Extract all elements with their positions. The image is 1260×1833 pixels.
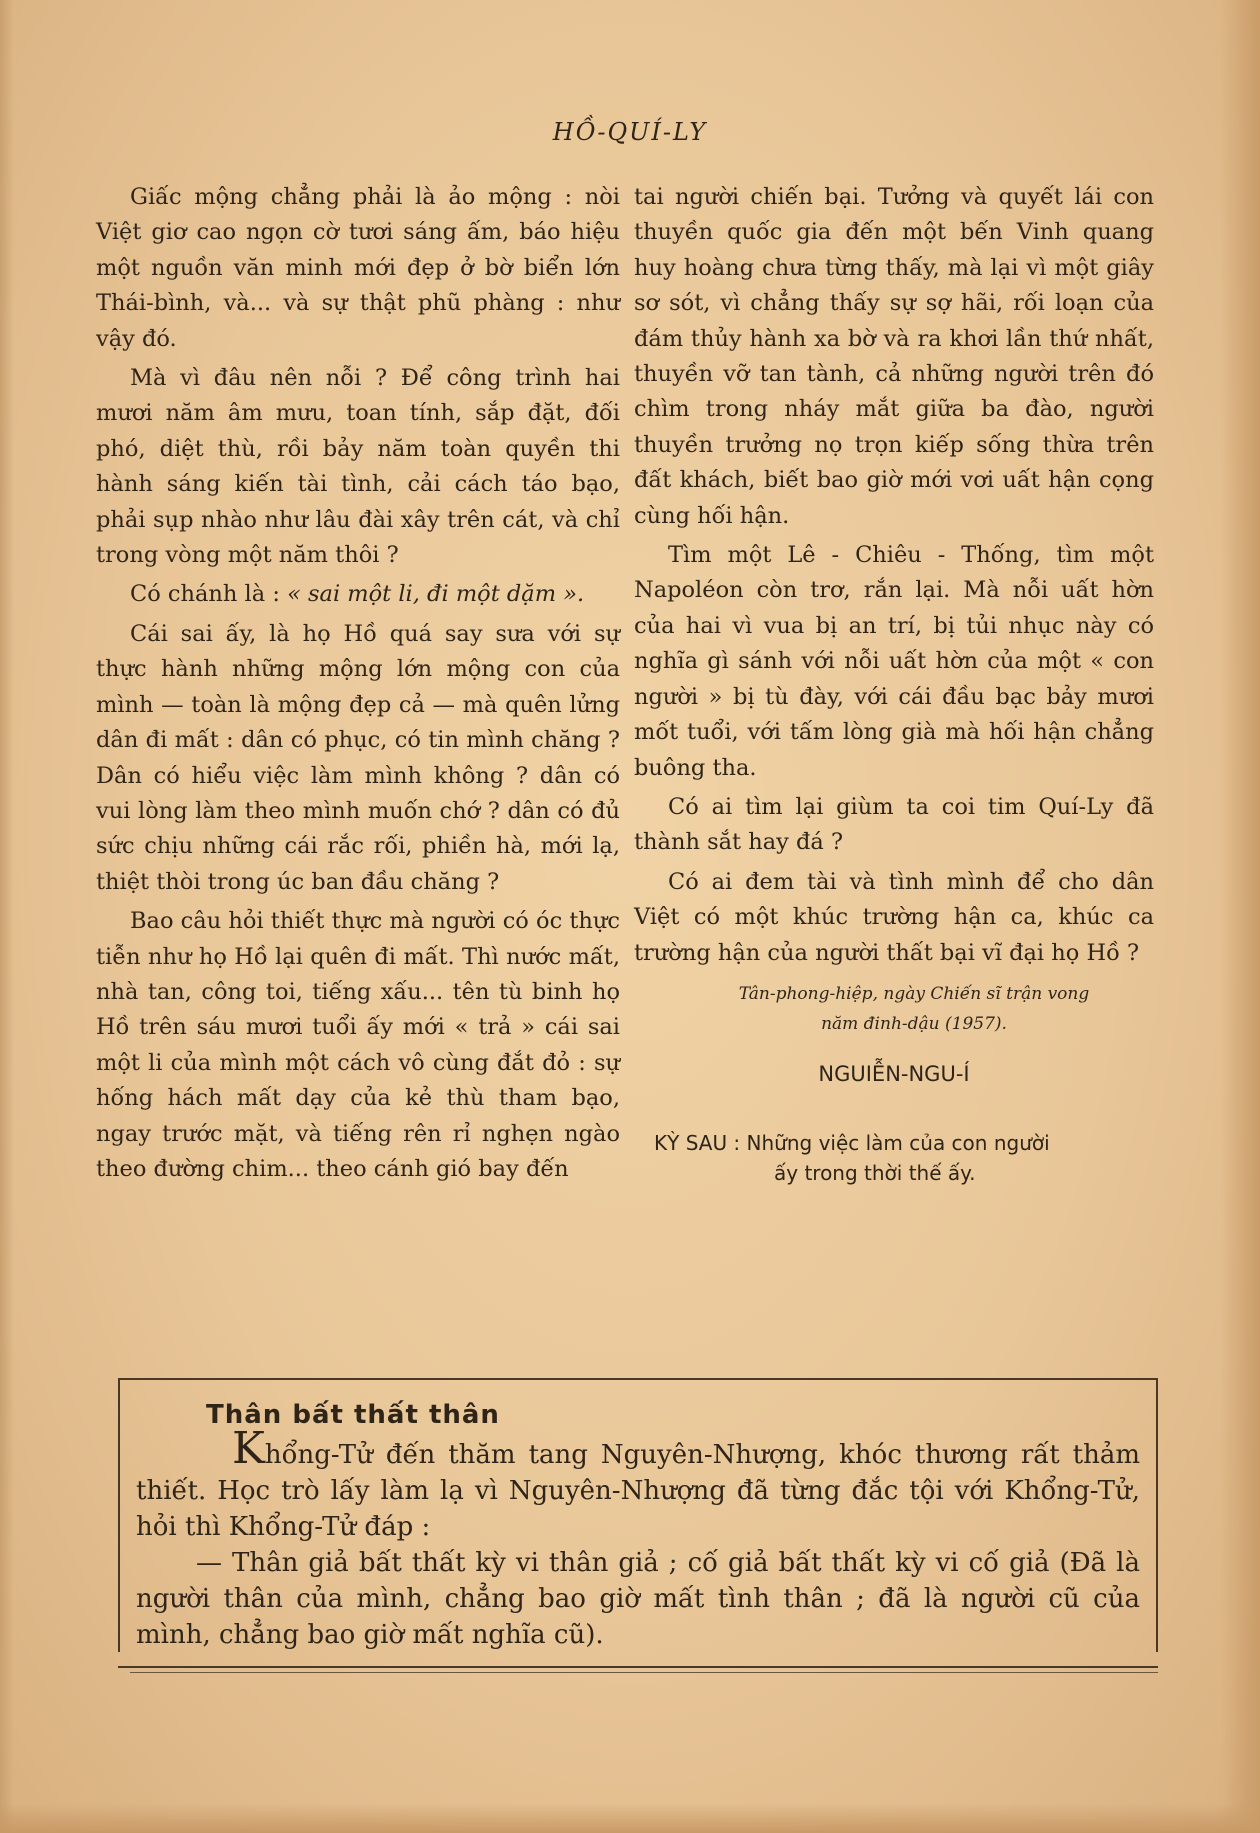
author-name: NGUIỄN-NGU-Í bbox=[818, 1061, 970, 1086]
paragraph: Có ai đem tài và tình mình để cho dân Việt có một khúc trường hận ca, khúc ca trường hận của người thất bại vĩ đại họ Hồ ? bbox=[634, 868, 1154, 966]
article-column-right bbox=[634, 180, 1154, 1188]
box-quote: — Thân giả bất thất kỳ vi thân giả ; cố giả bất thất kỳ vi cố giả (Đã là người thân của mình, chẳng bao giờ mất tình thân ; đã là người cũ của mình, chẳng bao giờ mất nghĩa cũ). bbox=[136, 1548, 1140, 1650]
paragraph: Bao câu hỏi thiết thực mà người có óc thực tiễn như họ Hồ lại quên đi mất. Thì nước mất, nhà tan, công toi, tiếng xấu... tên tù binh họ Hồ trên sáu mươi tuổi ấy mới « trả » cái sai một li của mình một cách vô cùng đắt đỏ : sự hống hách mất dạy của kẻ thù tham bạo, ngay trước mặt, và tiếng rên rỉ nghẹn ngào theo đường chim... theo cánh gió bay đến bbox=[96, 908, 620, 1182]
paragraph: Cái sai ấy, là họ Hồ quá say sưa với sự thực hành những mộng lớn mộng con của mình — toàn là mộng đẹp cả — mà quên lửng dân đi mất : dân có phục, có tin mình chăng ? Dân có hiểu việc làm mình không ? dân có vui lòng làm theo mình muốn chớ ? dân có đủ sức chịu những cái rắc rối, phiền hà, mới lạ, thiệt thòi trong úc ban đầu chăng ? bbox=[96, 620, 620, 895]
article-column-left bbox=[96, 180, 620, 1191]
page-edge-bottom bbox=[0, 1803, 1260, 1833]
sidebar-box bbox=[118, 1378, 1158, 1652]
paragraph: Mà vì đâu nên nỗi ? Để công trình hai mươi năm âm mưu, toan tính, sắp đặt, đối phó, diệt thù, rồi bảy năm toàn quyền thi hành sáng kiến tài tình, cải cách táo bạo, phải sụp nhào như lâu đài xây trên cát, và chỉ trong vòng một năm thôi ? bbox=[96, 365, 620, 569]
page-edge-left bbox=[0, 0, 14, 1833]
paragraph: Có ai tìm lại giùm ta coi tim Quí-Ly đã thành sắt hay đá ? bbox=[634, 793, 1154, 856]
paragraph-continued: tai người chiến bại. Tưởng và quyết lái con thuyền quốc gia đến một bến Vinh quang huy hoàng chưa từng thấy, mà lại vì một giây sơ sót, vì chẳng thấy sự sợ hãi, rối loạn của đám thủy hành xa bờ và ra khơi lần thứ nhất, thuyền vỡ tan tành, cả những người trên đó chìm trong nháy mắt giữa ba đào, người thuyền trưởng nọ trọn kiếp sống thừa trên đất khách, biết bao giờ mới vơi uất hận cọng cùng hối hận. bbox=[634, 184, 1154, 529]
proverb-quote: « sai một li, đi một dặm ». bbox=[287, 581, 585, 608]
box-rule-thin bbox=[130, 1672, 1158, 1673]
box-paragraph bbox=[136, 1423, 1140, 1545]
box-body bbox=[136, 1423, 1140, 1653]
page-edge-right bbox=[1220, 0, 1260, 1833]
paragraph bbox=[96, 577, 620, 612]
box-title: Thân bất thất thân bbox=[206, 1400, 500, 1430]
signature-date bbox=[674, 979, 1154, 1039]
next-issue-line: Những việc làm của con người bbox=[746, 1131, 1050, 1156]
box-rule bbox=[118, 1666, 1158, 1668]
next-issue-line: ấy trong thời thế ấy. bbox=[774, 1161, 976, 1186]
box-paragraph-text: hổng-Tử đến thăm tang Nguyên-Nhượng, khóc thương rất thảm thiết. Học trò lấy làm lạ vì Nguyên-Nhượng đã từng đắc tội với Khổng-Tử, hỏi thì Khổng-Tử đáp : bbox=[136, 1440, 1140, 1542]
paragraph: Tìm một Lê - Chiêu - Thống, tìm một Napoléon còn trơ, rắn lại. Mà nỗi uất hờn của hai vì vua bị an trí, bị tủi nhục này có nghĩa gì sánh với nỗi uất hờn của một « con người » bị tù đày, với cái đầu bạc bảy mươi mốt tuổi, với tấm lòng già mà hối hận chẳng buông tha. bbox=[634, 542, 1154, 781]
next-issue-note bbox=[654, 1128, 1154, 1188]
drop-cap: K bbox=[232, 1423, 265, 1474]
next-issue-label: KỲ SAU : bbox=[654, 1131, 741, 1156]
signature-date-line: Tân-phong-hiệp, ngày Chiến sĩ trận vong bbox=[738, 983, 1090, 1004]
running-header: HỒ-QUÍ-LY bbox=[552, 118, 708, 146]
signature-date-line: năm đinh-dậu (1957). bbox=[821, 1013, 1007, 1034]
paragraph-lead: Có chánh là : bbox=[130, 581, 280, 608]
paragraph: Giấc mộng chẳng phải là ảo mộng : nòi Việt giơ cao ngọn cờ tươi sáng ấm, báo hiệu một nguồn văn minh mới đẹp ở bờ biển lớn Thái-bình, và... và sự thật phũ phàng : như vậy đó. bbox=[96, 184, 620, 352]
